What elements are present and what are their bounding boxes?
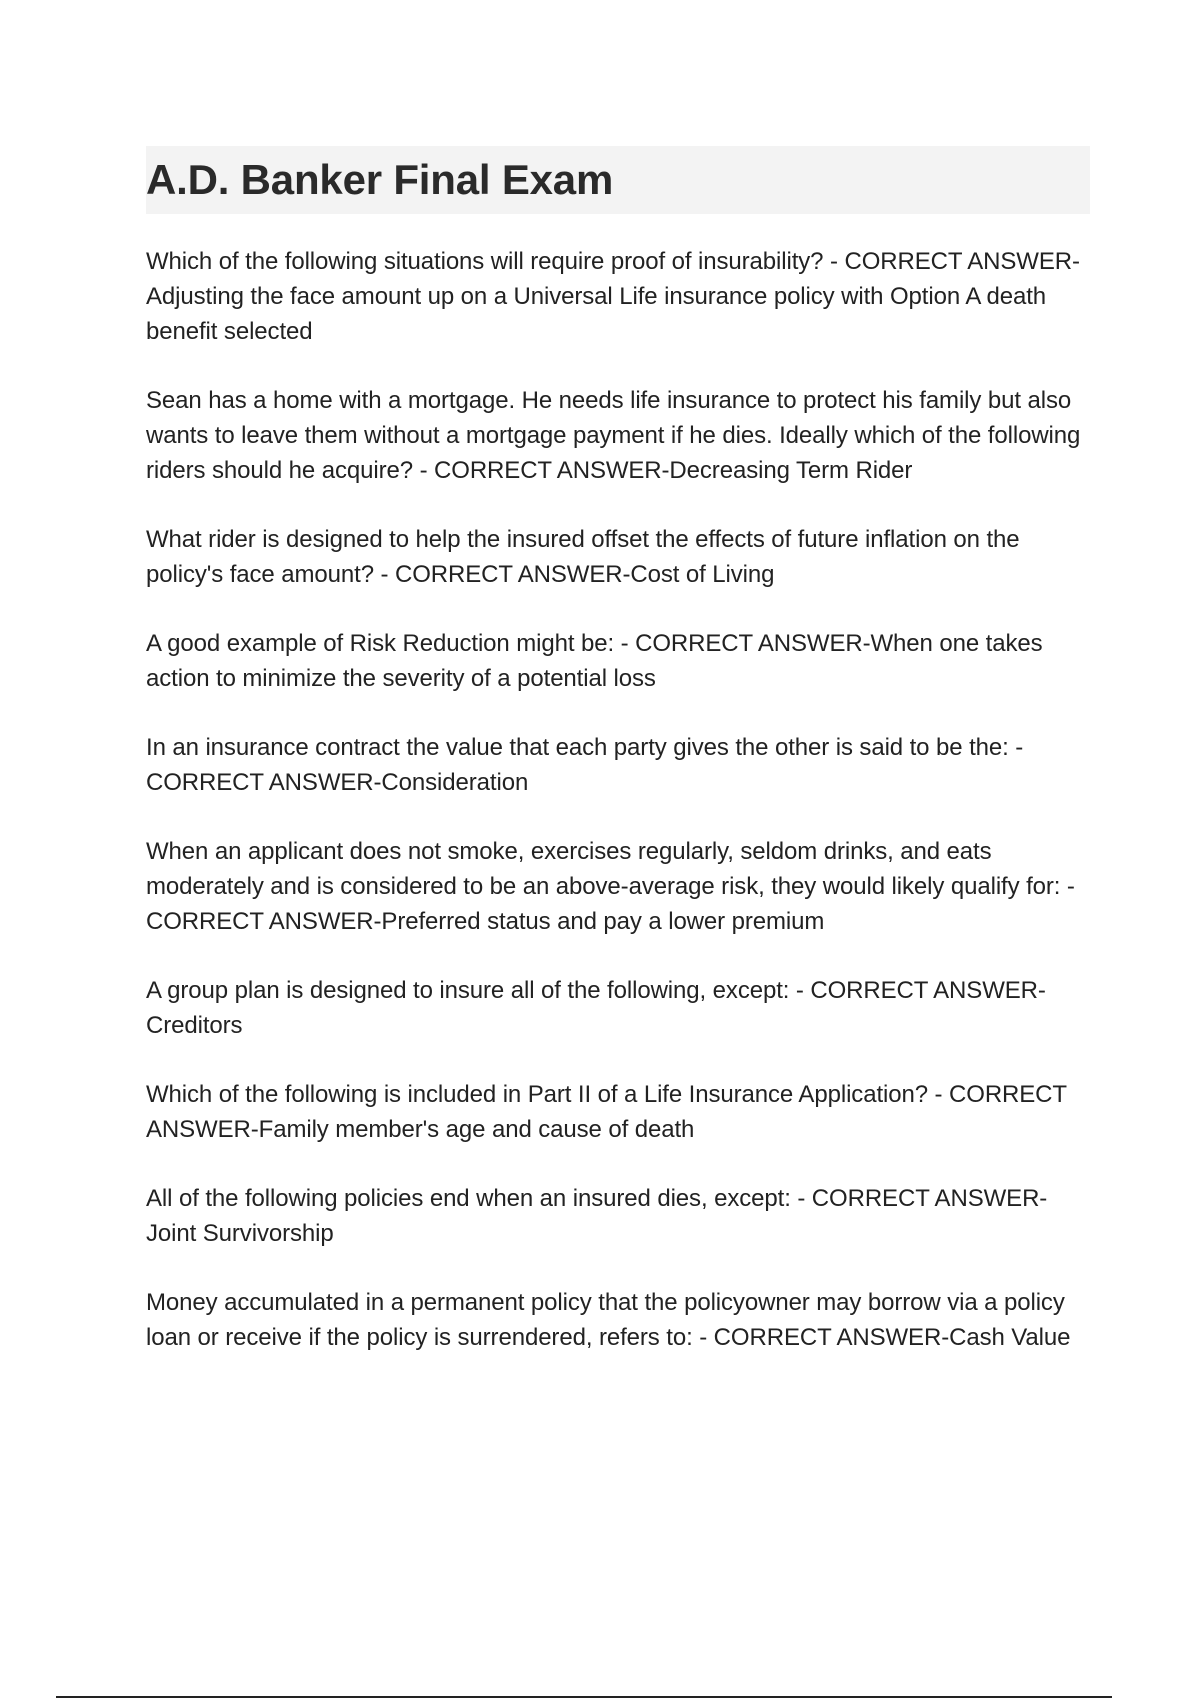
qa-item: What rider is designed to help the insured offset the effects of future inflation on the policy's face amount? - CORRECT ANSWER-Cost of Living: [146, 526, 1020, 588]
qa-item: A group plan is designed to insure all of the following, except: - CORRECT ANSWER-Creditors: [146, 977, 1046, 1039]
qa-item: Which of the following is included in Part II of a Life Insurance Application? - CORRECT ANSWER-Family member's age and cause of death: [146, 1081, 1067, 1143]
page-title: A.D. Banker Final Exam: [146, 156, 614, 203]
qa-item: When an applicant does not smoke, exercises regularly, seldom drinks, and eats moderately and is considered to be an above-average risk, they would likely qualify for: - CORRECT ANSWER-Preferred status and pay a lower premium: [146, 838, 1075, 935]
qa-list: [146, 244, 1090, 1355]
qa-item: In an insurance contract the value that each party gives the other is said to be the: - CORRECT ANSWER-Consideration: [146, 734, 1024, 796]
footer-divider: [56, 1696, 1112, 1698]
qa-item: A good example of Risk Reduction might be: - CORRECT ANSWER-When one takes action to minimize the severity of a potential loss: [146, 630, 1043, 692]
qa-item: Sean has a home with a mortgage. He needs life insurance to protect his family but also wants to leave them without a mortgage payment if he dies. Ideally which of the following riders should he acquire? - CORRECT ANSWER-Decreasing Term Rider: [146, 387, 1081, 484]
qa-item: All of the following policies end when an insured dies, except: - CORRECT ANSWER-Joint Survivorship: [146, 1185, 1048, 1247]
qa-item: Money accumulated in a permanent policy that the policyowner may borrow via a policy loan or receive if the policy is surrendered, refers to: - CORRECT ANSWER-Cash Value: [146, 1289, 1071, 1351]
qa-item: Which of the following situations will require proof of insurability? - CORRECT ANSWER-Adjusting the face amount up on a Universal Life insurance policy with Option A death benefit selected: [146, 248, 1080, 345]
document-page: [146, 146, 1090, 1389]
title-bar: [146, 146, 1090, 214]
